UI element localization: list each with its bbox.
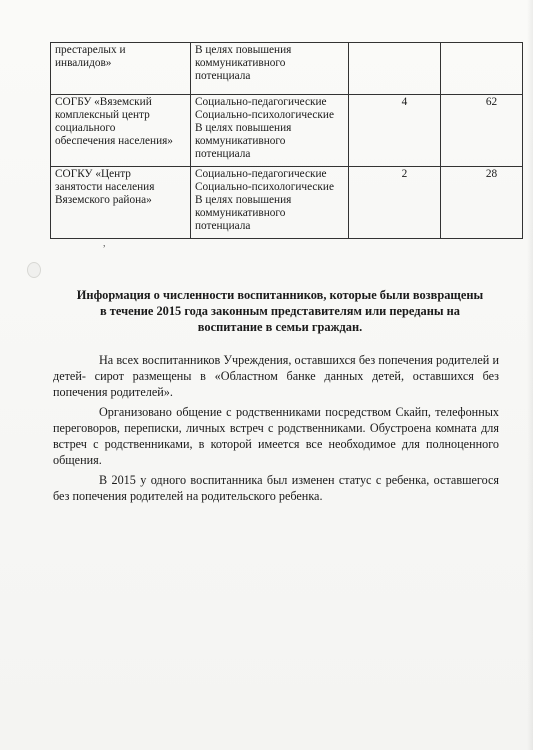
table-row <box>51 95 523 167</box>
paragraph: В 2015 у одного воспитанника был изменен статус с ребенка, оставшегося без попечения родителей на родительского ребенка. <box>53 473 499 503</box>
count-cell <box>349 43 441 95</box>
people-cell <box>441 167 523 239</box>
direction-line: потенциала <box>195 70 251 82</box>
directions-cell <box>191 167 349 239</box>
people-value: 62 <box>485 96 498 108</box>
org-cell <box>51 95 191 167</box>
org-line: СОГБУ «Вяземский <box>55 96 152 108</box>
count-value: 2 <box>401 168 408 180</box>
direction-line: потенциала <box>195 148 251 160</box>
direction-line: коммуникативного <box>195 207 286 219</box>
direction-line: коммуникативного <box>195 57 286 69</box>
section-heading <box>60 287 500 335</box>
direction-line: В целях повышения <box>195 194 292 206</box>
paragraph: На всех воспитанников Учреждения, оставшихся без попечения родителей и детей- сирот размещены в «Областном банке данных детей, оставшихся без попечения родителей». <box>53 353 499 399</box>
direction-line: Социально-психологические <box>195 109 334 121</box>
org-line: обеспечения населения» <box>55 135 173 147</box>
count-cell <box>349 95 441 167</box>
stray-scan-mark: , <box>103 238 106 249</box>
people-cell <box>441 95 523 167</box>
direction-line: Социально-психологические <box>195 181 334 193</box>
direction-line: Социально-педагогические <box>195 168 327 180</box>
count-value: 4 <box>401 96 408 108</box>
direction-line: В целях повышения <box>195 44 292 56</box>
direction-line: Социально-педагогические <box>195 96 327 108</box>
table-row <box>51 167 523 239</box>
heading-line: воспитание в семьи граждан. <box>197 320 363 334</box>
org-line: СОГКУ «Центр <box>55 168 131 180</box>
direction-line: коммуникативного <box>195 135 286 147</box>
direction-line: потенциала <box>195 220 251 232</box>
org-line: комплексный центр <box>55 109 150 121</box>
directions-cell <box>191 43 349 95</box>
heading-line: Информация о численности воспитанников, которые были возвращены <box>76 288 484 302</box>
heading-line: в течение 2015 года законным представителям или переданы на <box>100 304 460 318</box>
org-cell <box>51 43 191 95</box>
punch-hole-mark <box>27 262 41 278</box>
scan-edge-shadow <box>527 0 533 750</box>
table-row <box>51 43 523 95</box>
people-value: 28 <box>485 168 498 180</box>
org-line: престарелых и <box>55 44 126 56</box>
services-table <box>50 42 523 239</box>
paragraph: Организовано общение с родственниками посредством Скайп, телефонных переговоров, переписки, личных встреч с родственниками. Обустроена комната для встреч с родственниками, в которой имеется все необходимое для полноценного общения. <box>53 405 499 467</box>
org-line: Вяземского района» <box>55 194 152 206</box>
org-line: занятости населения <box>55 181 155 193</box>
count-cell <box>349 167 441 239</box>
people-cell <box>441 43 523 95</box>
org-cell <box>51 167 191 239</box>
directions-cell <box>191 95 349 167</box>
body-text <box>53 352 499 508</box>
org-line: социального <box>55 122 116 134</box>
org-line: инвалидов» <box>55 57 112 69</box>
direction-line: В целях повышения <box>195 122 292 134</box>
